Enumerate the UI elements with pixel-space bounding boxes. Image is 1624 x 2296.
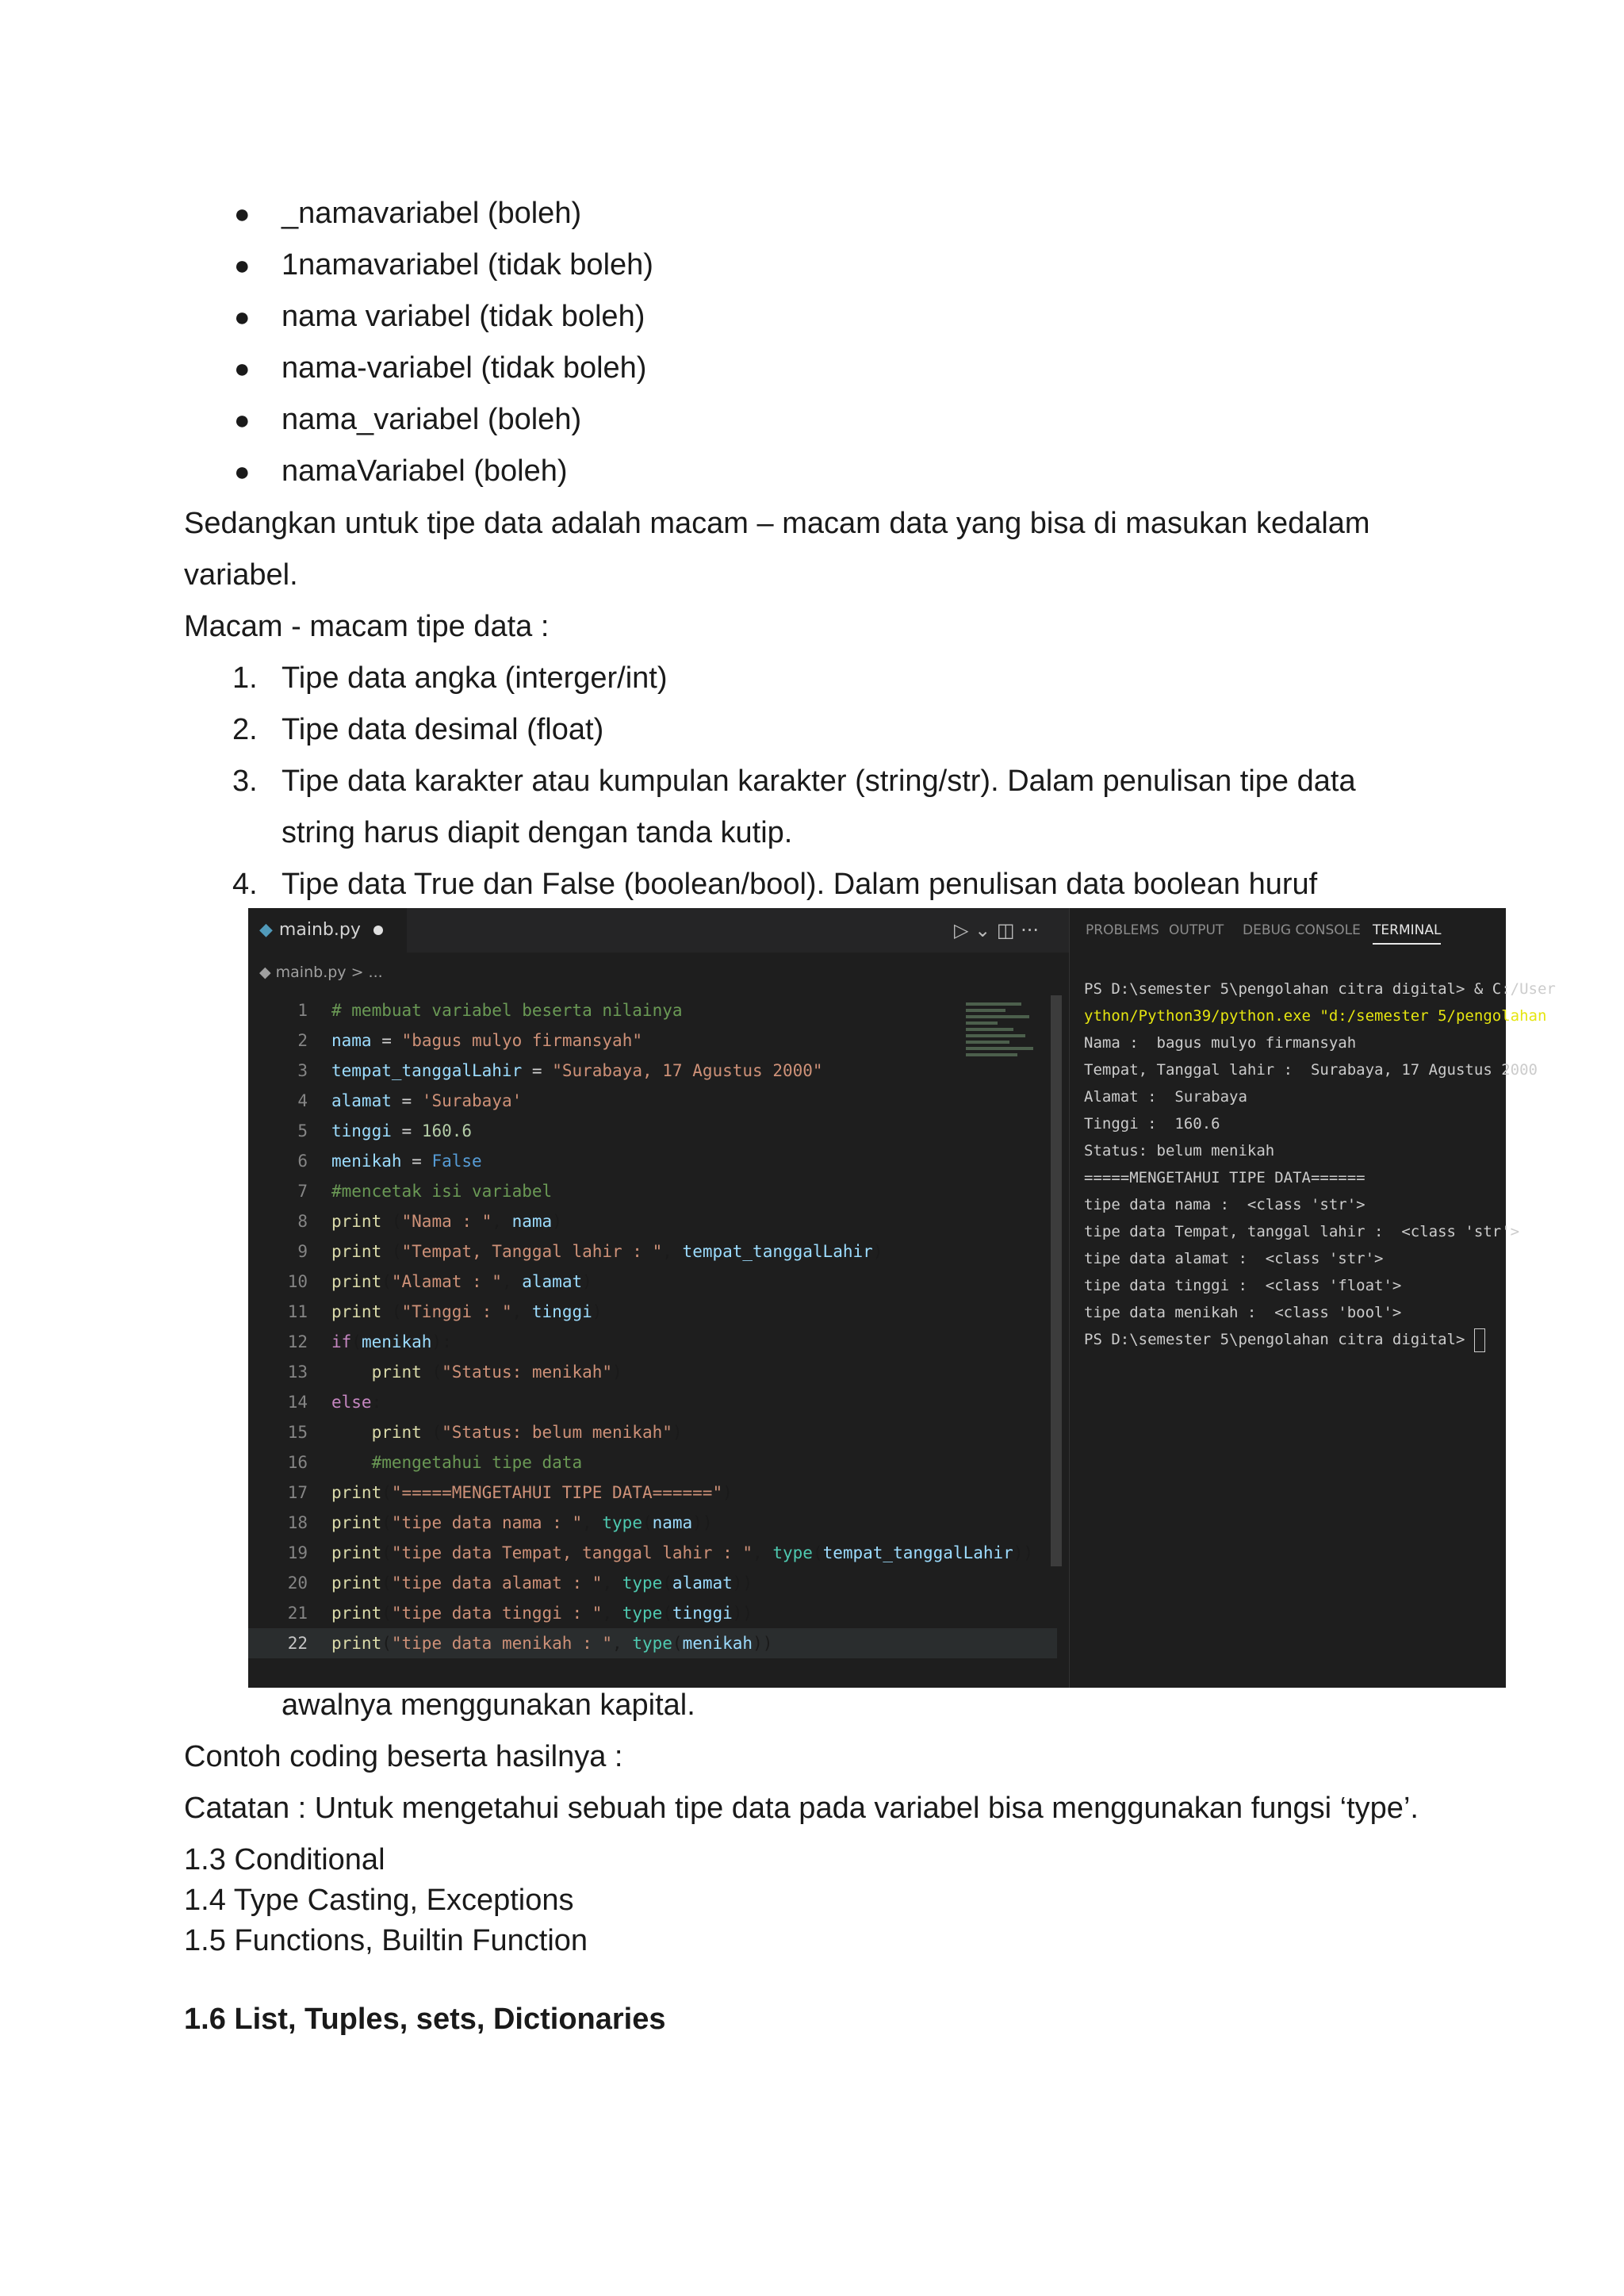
line-number: 6 [297, 1152, 308, 1171]
note-line: Catatan : Untuk mengetahui sebuah tipe data pada variabel bisa menggunakan fungsi ‘type’. [184, 1792, 1419, 1825]
paragraph-line: variabel. [184, 558, 298, 592]
code-line: 19 print("tipe data Tempat, tanggal lahir : ", type(tempat_tanggalLahir)) [248, 1538, 1057, 1568]
line-number: 2 [297, 1031, 308, 1050]
prompt-text: PS D:\semester 5\pengolahan citra digital> [1084, 1331, 1474, 1348]
code-line: 6 menikah = False [248, 1146, 1057, 1176]
terminal-panel [1069, 908, 1556, 1688]
tab-debug-console[interactable]: DEBUG CONSOLE [1243, 922, 1361, 938]
code-editor[interactable] [248, 995, 1057, 1688]
terminal-line: tipe data alamat : <class 'str'> [1084, 1250, 1384, 1267]
unsaved-dot-icon [373, 926, 383, 935]
terminal-cursor [1474, 1328, 1485, 1352]
terminal-line: Tinggi : 160.6 [1084, 1115, 1220, 1133]
list-number: 3. [232, 765, 258, 798]
line-number: 17 [287, 1483, 308, 1502]
line-number: 22 [287, 1634, 308, 1653]
section-heading: 1.4 Type Casting, Exceptions [184, 1884, 574, 1917]
bullet-dot: ● [234, 405, 251, 435]
code-line: 17 print("=====MENGETAHUI TIPE DATA======") [248, 1478, 1057, 1508]
code-line: 14 else: [248, 1387, 1057, 1417]
terminal-line: ython/Python39/python.exe "d:/semester 5/pengolahan [1084, 1007, 1547, 1025]
numbered-item-continued: string harus diapit dengan tanda kutip. [282, 816, 793, 849]
line-number: 7 [297, 1182, 308, 1201]
breadcrumb: ◆ mainb.py > ... [259, 964, 383, 981]
bullet-item: nama-variabel (tidak boleh) [282, 351, 647, 385]
panel-tabs [1070, 908, 1506, 953]
code-line: 5 tinggi = 160.6 [248, 1116, 1057, 1146]
line-number: 8 [297, 1212, 308, 1231]
python-file-icon: ◆ [259, 920, 273, 940]
line-number: 9 [297, 1242, 308, 1261]
editor-tabbar [248, 908, 1069, 953]
terminal-line: tipe data tinggi : <class 'float'> [1084, 1277, 1402, 1294]
terminal-line: Alamat : Surabaya [1084, 1088, 1247, 1106]
code-line: 12 if(menikah): [248, 1327, 1057, 1357]
numbered-item: Tipe data angka (interger/int) [282, 661, 668, 695]
list-number: 1. [232, 661, 258, 695]
bullet-item: nama_variabel (boleh) [282, 403, 582, 436]
bullet-dot: ● [234, 251, 251, 281]
line-number: 14 [287, 1393, 308, 1412]
line-number: 5 [297, 1121, 308, 1140]
line-number: 4 [297, 1091, 308, 1110]
numbered-item-continued: awalnya menggunakan kapital. [282, 1688, 695, 1722]
bullet-item: 1namavariabel (tidak boleh) [282, 248, 653, 282]
editor-actions[interactable]: ▷ ⌄ ◫ ··· [954, 919, 1040, 941]
code-line: 3 tempat_tanggalLahir = "Surabaya, 17 Agustus 2000" [248, 1056, 1057, 1086]
bullet-dot: ● [234, 199, 251, 229]
tab-label: mainb.py [278, 920, 361, 940]
bullet-item: nama variabel (tidak boleh) [282, 300, 645, 333]
terminal-line: Nama : bagus mulyo firmansyah [1084, 1034, 1357, 1052]
bullet-item: namaVariabel (boleh) [282, 454, 568, 488]
terminal-line: PS D:\semester 5\pengolahan citra digital> & C:/User [1084, 980, 1556, 998]
list-number: 2. [232, 713, 258, 746]
section-heading: 1.3 Conditional [184, 1843, 385, 1876]
terminal-line: Tempat, Tanggal lahir : Surabaya, 17 Agustus 2000 [1084, 1061, 1538, 1079]
terminal-line: =====MENGETAHUI TIPE DATA====== [1084, 1169, 1365, 1186]
line-number: 12 [287, 1332, 308, 1351]
list-heading: Macam - macam tipe data : [184, 610, 550, 643]
numbered-item: Tipe data karakter atau kumpulan karakter (string/str). Dalam penulisan tipe data [282, 765, 1356, 798]
terminal-line: tipe data nama : <class 'str'> [1084, 1196, 1365, 1213]
code-line: 1 # membuat variabel beserta nilainya [248, 995, 1057, 1025]
line-number: 11 [287, 1302, 308, 1321]
code-line: 13 print ("Status: menikah") [248, 1357, 1057, 1387]
tab-output[interactable]: OUTPUT [1169, 922, 1224, 938]
line-number: 21 [287, 1604, 308, 1623]
line-number: 19 [287, 1543, 308, 1562]
tab-problems[interactable]: PROBLEMS [1086, 922, 1159, 938]
line-number: 16 [287, 1453, 308, 1472]
bullet-item: _namavariabel (boleh) [282, 197, 582, 230]
numbered-item: Tipe data True dan False (boolean/bool). Dalam penulisan data boolean huruf [282, 868, 1318, 901]
bullet-dot: ● [234, 457, 251, 487]
vertical-scrollbar[interactable] [1051, 995, 1062, 1566]
line-number: 20 [287, 1573, 308, 1593]
numbered-item: Tipe data desimal (float) [282, 713, 604, 746]
code-line: 9 print ("Tempat, Tanggal lahir : ", tempat_tanggalLahir) [248, 1236, 1057, 1267]
code-line: 11 print ("Tinggi : ", tinggi) [248, 1297, 1057, 1327]
code-line-current: 22 print("tipe data menikah : ", type(menikah)) [248, 1628, 1057, 1658]
paragraph-line: Sedangkan untuk tipe data adalah macam – macam data yang bisa di masukan kedalam [184, 507, 1370, 540]
paragraph-line: Contoh coding beserta hasilnya : [184, 1740, 623, 1773]
tab-terminal[interactable]: TERMINAL [1373, 922, 1441, 945]
line-number: 15 [287, 1423, 308, 1442]
code-line: 7 #mencetak isi variabel [248, 1176, 1057, 1206]
terminal-prompt[interactable] [1084, 1326, 1485, 1353]
code-line: 4 alamat = 'Surabaya' [248, 1086, 1057, 1116]
terminal-line: Status: belum menikah [1084, 1142, 1275, 1159]
line-number: 13 [287, 1363, 308, 1382]
code-line: 18 print("tipe data nama : ", type(nama)) [248, 1508, 1057, 1538]
bullet-dot: ● [234, 302, 251, 332]
section-heading-bold: 1.6 List, Tuples, sets, Dictionaries [184, 2003, 666, 2036]
line-number: 1 [297, 1001, 308, 1020]
code-line: 8 print ("Nama : ", nama) [248, 1206, 1057, 1236]
minimap[interactable] [966, 999, 1037, 1075]
terminal-line: tipe data Tempat, tanggal lahir : <class 'str'> [1084, 1223, 1520, 1240]
code-line: 10 print("Alamat : ", alamat) [248, 1267, 1057, 1297]
section-heading: 1.5 Functions, Builtin Function [184, 1924, 588, 1957]
list-number: 4. [232, 868, 258, 901]
editor-tab[interactable] [248, 908, 407, 953]
code-line: 15 print ("Status: belum menikah") [248, 1417, 1057, 1447]
line-number: 18 [287, 1513, 308, 1532]
terminal-line: tipe data menikah : <class 'bool'> [1084, 1304, 1402, 1321]
code-line: 21 print("tipe data tinggi : ", type(tinggi)) [248, 1598, 1057, 1628]
line-number: 3 [297, 1061, 308, 1080]
code-screenshot [248, 908, 1556, 1688]
code-line: 20 print("tipe data alamat : ", type(alamat)) [248, 1568, 1057, 1598]
breadcrumb-text: mainb.py > ... [275, 964, 383, 981]
code-line: 16 #mengetahui tipe data [248, 1447, 1057, 1478]
code-line: 2 nama = "bagus mulyo firmansyah" [248, 1025, 1057, 1056]
line-number: 10 [287, 1272, 308, 1291]
bullet-dot: ● [234, 354, 251, 384]
